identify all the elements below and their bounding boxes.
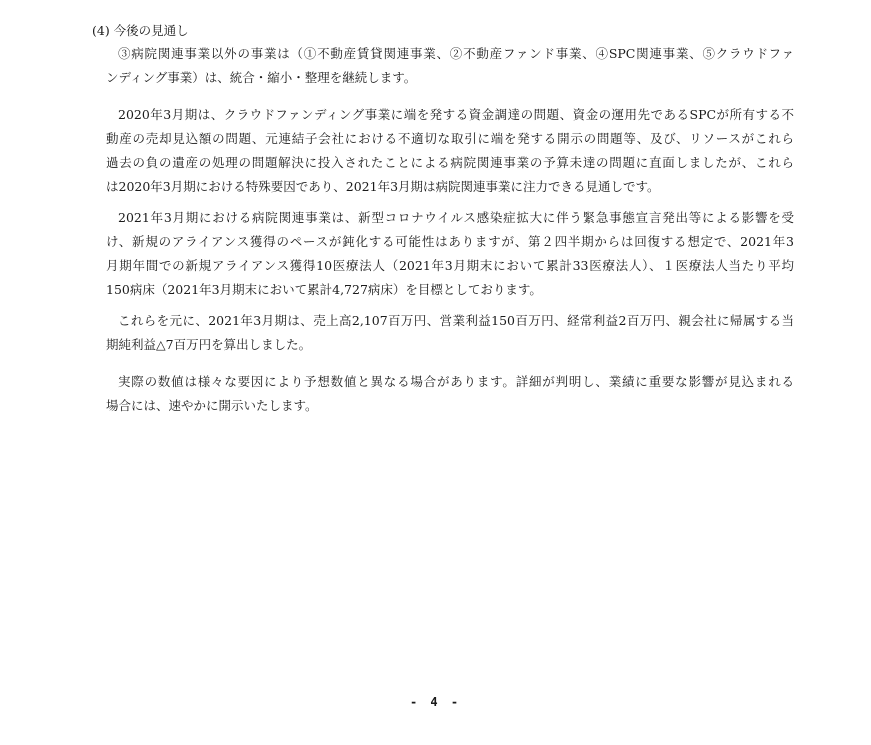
paragraph-line: 期純利益△7百万円を算出しました。 xyxy=(106,337,312,352)
paragraph-disclaimer xyxy=(106,370,794,418)
paragraph-line: 150病床（2021年3月期末において累計4,727病床）を目標としております。 xyxy=(106,282,542,297)
paragraph-line: 過去の負の遺産の処理の問題解決に投入されたことによる病院関連事業の予算未達の問題に直面しましたが、これら xyxy=(106,155,794,170)
paragraph-line: 2021年3月期における病院関連事業は、新型コロナウイルス感染症拡大に伴う緊急事態宣言発出等による影響を受 xyxy=(118,210,794,225)
paragraph-line: 2020年3月期は、クラウドファンディング事業に端を発する資金調達の問題、資金の運用先であるSPCが所有する不 xyxy=(118,107,794,122)
paragraph-line: これらを元に、2021年3月期は、売上高2,107百万円、営業利益150百万円、経常利益2百万円、親会社に帰属する当 xyxy=(118,313,794,328)
section-heading: (4) 今後の見通し xyxy=(92,23,189,38)
paragraph-line: 動産の売却見込額の問題、元連結子会社における不適切な取引に端を発する開示の問題等、及び、リソースがこれら xyxy=(106,131,794,146)
paragraph-line: 月期年間での新規アライアンス獲得10医療法人（2021年3月期末において累計33医療法人）、１医療法人当たり平均 xyxy=(106,258,794,273)
paragraph-line: ③病院関連事業以外の事業は（①不動産賃貸関連事業、②不動産ファンド事業、④SPC関連事業、⑤クラウドファ xyxy=(118,46,794,61)
paragraph-hospital-business-outlook xyxy=(106,206,794,302)
paragraph-line: 実際の数値は様々な要因により予想数値と異なる場合があります。詳細が判明し、業績に重要な影響が見込まれる xyxy=(118,374,794,389)
paragraph-fy2020-review xyxy=(106,103,794,199)
paragraph-line: け、新規のアライアンス獲得のペースが鈍化する可能性はありますが、第２四半期からは回復する想定で、2021年3 xyxy=(106,234,794,249)
paragraph-line: は2020年3月期における特殊要因であり、2021年3月期は病院関連事業に注力できる見通しです。 xyxy=(106,179,660,194)
paragraph-line: 場合には、速やかに開示いたします。 xyxy=(106,398,318,413)
page-number: - 4 - xyxy=(409,695,462,709)
paragraph-line: ンディング事業）は、統合・縮小・整理を継続します。 xyxy=(106,70,417,85)
paragraph-non-hospital-business xyxy=(106,42,794,90)
paragraph-forecast-figures xyxy=(106,309,794,357)
